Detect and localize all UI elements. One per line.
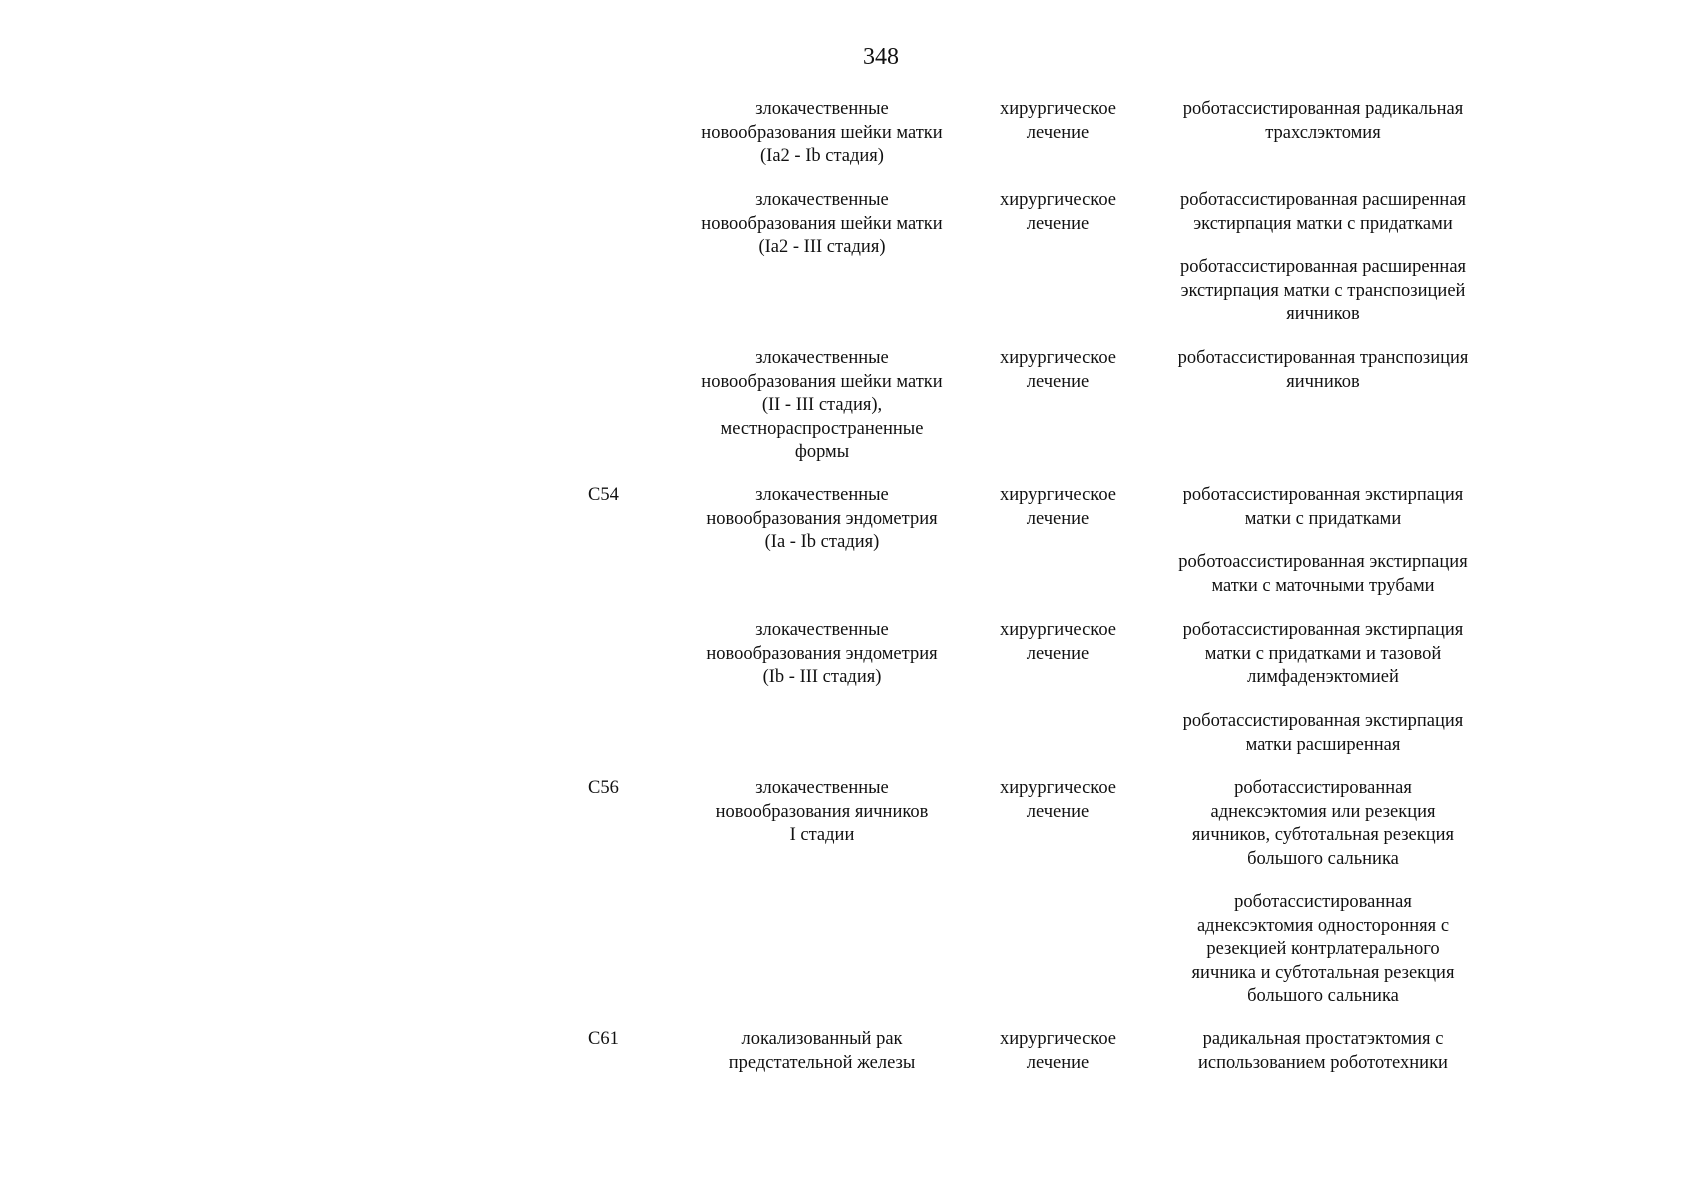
diagnosis-cell: злокачественные новообразования эндометрия (Ia - Ib стадия) bbox=[706, 485, 938, 552]
diagnosis-cell: злокачественные новообразования шейки матки (Ia2 - III стадия) bbox=[701, 190, 943, 257]
method-item: роботассистированная аднексэктомия или резекция яичников, субтотальная резекция большого сальника bbox=[1191, 778, 1455, 869]
table-row bbox=[0, 484, 1697, 596]
treatment-type-cell: хирургическое лечение bbox=[999, 1029, 1117, 1073]
method-item: роботассистированная экстирпация матки с придатками bbox=[1182, 485, 1464, 529]
page-number: 348 bbox=[863, 44, 899, 70]
diagnosis-cell: локализованный рак предстательной железы bbox=[728, 1029, 916, 1073]
table-row bbox=[0, 98, 1697, 166]
method-item: роботассистированная аднексэктомия односторонняя с резекцией контрлатерального яичника и субтотальная резекция большого сальника bbox=[1191, 892, 1455, 1006]
icd-code: C54 bbox=[588, 485, 619, 505]
method-item: роботассистированная радикальная трахслэктомия bbox=[1182, 99, 1464, 143]
table-row bbox=[0, 347, 1697, 462]
method-item: роботассистированная расширенная экстирпация матки с придатками bbox=[1179, 190, 1467, 234]
icd-code: C56 bbox=[588, 778, 619, 798]
table-row bbox=[0, 619, 1697, 755]
treatment-type-cell: хирургическое лечение bbox=[999, 190, 1117, 234]
method-item: роботассистированная экстирпация матки расширенная bbox=[1182, 711, 1464, 755]
method-item: роботассистированная расширенная экстирпация матки с транспозицией яичников bbox=[1179, 257, 1467, 324]
method-item: роботассистированная экстирпация матки с придатками и тазовой лимфаденэктомией bbox=[1182, 620, 1464, 687]
methods-cell bbox=[1148, 189, 1498, 324]
table-row bbox=[0, 777, 1697, 1006]
icd-code: C61 bbox=[588, 1029, 619, 1049]
treatment-type-cell: хирургическое лечение bbox=[999, 620, 1117, 664]
treatment-type-cell: хирургическое лечение bbox=[999, 485, 1117, 529]
table-row bbox=[0, 1028, 1697, 1073]
diagnosis-cell: злокачественные новообразования эндометрия (Ib - III стадия) bbox=[706, 620, 938, 687]
method-item: роботассистированная транспозиция яичников bbox=[1177, 348, 1469, 392]
diagnosis-cell: злокачественные новообразования яичников I стадии bbox=[715, 778, 929, 845]
treatment-type-cell: хирургическое лечение bbox=[999, 99, 1117, 143]
methods-cell bbox=[1148, 484, 1498, 596]
method-item: радикальная простатэктомия с использованием робототехники bbox=[1198, 1029, 1448, 1073]
diagnosis-cell: злокачественные новообразования шейки матки (II - III стадия), местнораспространенные формы bbox=[701, 348, 943, 462]
methods-cell bbox=[1148, 619, 1498, 755]
diagnosis-cell: злокачественные новообразования шейки матки (Ia2 - Ib стадия) bbox=[701, 99, 943, 166]
methods-cell bbox=[1148, 347, 1498, 394]
table-row bbox=[0, 189, 1697, 324]
methods-cell bbox=[1148, 777, 1498, 1006]
treatment-type-cell: хирургическое лечение bbox=[999, 778, 1117, 822]
methods-cell bbox=[1148, 98, 1498, 145]
treatment-type-cell: хирургическое лечение bbox=[999, 348, 1117, 392]
method-item: роботоассистированная экстирпация матки с маточными трубами bbox=[1178, 552, 1468, 596]
methods-cell bbox=[1148, 1028, 1498, 1075]
